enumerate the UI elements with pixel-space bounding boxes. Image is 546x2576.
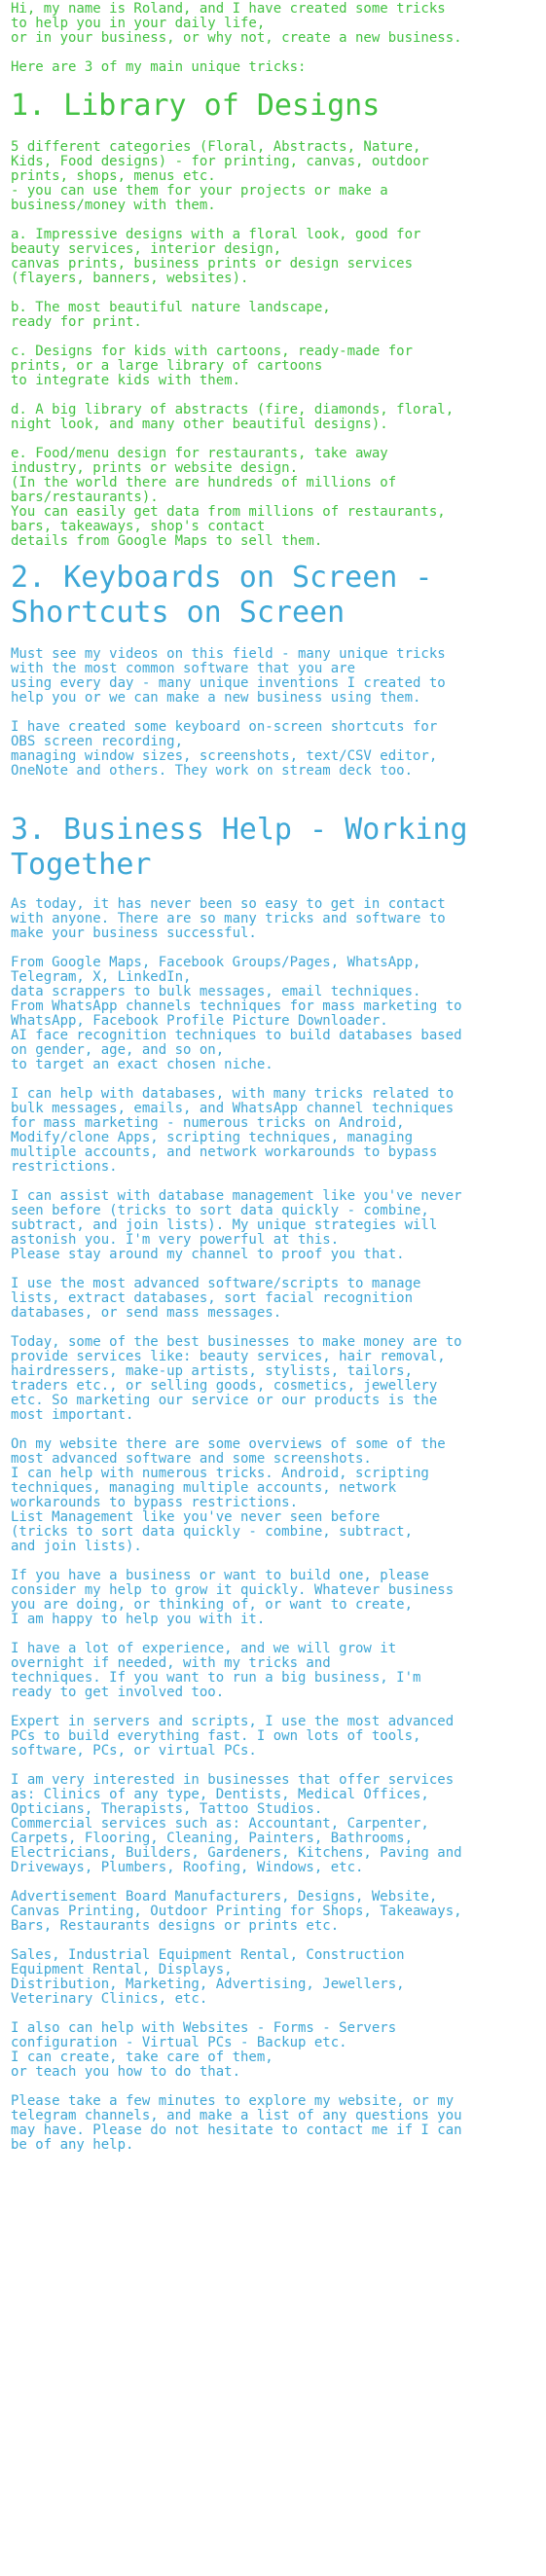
section-3-paragraph: I have a lot of experience, and we will grow it overnight if needed, with my tricks and techniques. If you want to run a big business, I'm ready to get involved too. xyxy=(11,1641,421,1700)
section-3-paragraph: I can assist with database management like you've never seen before (tricks to sort data quickly - combine, subtract, and join lists). My unique strategies will astonish you. I'm very powerful at this. Please stay around my channel to proof you that. xyxy=(11,1188,462,1262)
section-3-paragraph: I also can help with Websites - Forms - Servers configuration - Virtual PCs - Backup etc. I can create, take care of them, or teach you how to do that. xyxy=(11,2020,397,2080)
intro-greeting: Hi, my name is Roland, and I have created some tricks to help you in your daily life, or in your business, or why not, create a new business. xyxy=(11,1,462,46)
section-business-help xyxy=(11,813,537,2153)
section-3-paragraph: As today, it has never been so easy to get in contact with anyone. There are so many tricks and software to make your business successful. xyxy=(11,896,446,941)
page-content xyxy=(0,2,546,2153)
intro-tricks-lead: Here are 3 of my main unique tricks: xyxy=(11,59,307,75)
section-3-paragraph: Sales, Industrial Equipment Rental, Construction Equipment Rental, Displays, Distribution, Marketing, Advertising, Jewellers, Veterinary Clinics, etc. xyxy=(11,1947,405,2007)
section-3-paragraph: Advertisement Board Manufacturers, Designs, Website, Canvas Printing, Outdoor Printing for Shops, Takeaways, Bars, Restaurants designs or prints etc. xyxy=(11,1889,462,1934)
section-3-heading: 3. Business Help - Working Together xyxy=(11,813,468,882)
section-1-paragraph: e. Food/menu design for restaurants, take away industry, prints or website design. (In the world there are hundreds of millions of bars/restaurants). You can easily get data from millions of restaurants, bars, takeaways, shop's contact details from Google Maps to sell them. xyxy=(11,446,446,549)
section-3-paragraph: I use the most advanced software/scripts to manage lists, extract databases, sort facial recognition databases, or send mass messages. xyxy=(11,1276,421,1321)
section-1-paragraph: 5 different categories (Floral, Abstracts, Nature, Kids, Food designs) - for printing, canvas, outdoor prints, shops, menus etc. - you can use them for your projects or make a business/money with them. xyxy=(11,139,429,213)
section-3-paragraph: Please take a few minutes to explore my website, or my telegram channels, and make a list of any questions you may have. Please do not hesitate to contact me if I can be of any help. xyxy=(11,2093,462,2153)
section-3-paragraph: From Google Maps, Facebook Groups/Pages, WhatsApp, Telegram, X, LinkedIn, data scrappers to bulk messages, email techniques. From WhatsApp channels techniques for mass marketing to WhatsApp, Facebook Profile Picture Downloader. AI face recognition techniques to build databases based on gender, age, and so on, to target an exact chosen niche. xyxy=(11,955,462,1072)
section-1-heading: 1. Library of Designs xyxy=(11,89,381,123)
section-3-paragraph: Today, some of the best businesses to make money are to provide services like: beauty services, hair removal, hairdressers, make-up artists, stylists, tailors, traders etc., or selling goods, cosmetics, jewellery etc. So marketing our service or our products is the most important. xyxy=(11,1334,462,1423)
section-3-paragraph: I can help with databases, with many tricks related to bulk messages, emails, and WhatsApp channel techniques for mass marketing - numerous tricks on Android, Modify/clone Apps, scripting techniques, managing multiple accounts, and network workarounds to bypass restrictions. xyxy=(11,1086,455,1175)
section-2-paragraph: I have created some keyboard on-screen shortcuts for OBS screen recording, managing window sizes, screenshots, text/CSV editor, OneNote and others. They work on stream deck too. xyxy=(11,719,438,779)
section-3-paragraph: On my website there are some overviews of some of the most advanced software and some screenshots. I can help with numerous tricks. Android, scripting techniques, managing multiple accounts, network workarounds to bypass restrictions. List Management like you've never seen before (tricks to sort data quickly - combine, subtract, and join lists). xyxy=(11,1436,446,1554)
section-3-paragraph: I am very interested in businesses that offer services as: Clinics of any type, Dentists, Medical Offices, Opticians, Therapists, Tattoo Studios. Commercial services such as: Accountant, Carpenter, Carpets, Flooring, Cleaning, Painters, Bathrooms, Electricians, Builders, Gardeners, Kitchens, Paving and Driveways, Plumbers, Roofing, Windows, etc. xyxy=(11,1772,462,1875)
section-3-paragraph: If you have a business or want to build one, please consider my help to grow it quickly. Whatever business you are doing, or thinking of, or want to create, I am happy to help you with it. xyxy=(11,1568,455,1627)
section-1-paragraph: b. The most beautiful nature landscape, ready for print. xyxy=(11,300,331,330)
section-library-of-designs xyxy=(11,89,537,549)
section-1-paragraph: d. A big library of abstracts (fire, diamonds, floral, night look, and many other beautiful designs). xyxy=(11,402,455,432)
section-keyboards-on-screen xyxy=(11,561,537,779)
intro-section xyxy=(11,2,537,75)
section-1-paragraph: a. Impressive designs with a floral look, good for beauty services, interior design, canvas prints, business prints or design services (flayers, banners, websites). xyxy=(11,227,421,286)
section-3-paragraph: Expert in servers and scripts, I use the most advanced PCs to build everything fast. I own lots of tools, software, PCs, or virtual PCs. xyxy=(11,1714,455,1759)
section-1-paragraph: c. Designs for kids with cartoons, ready-made for prints, or a large library of cartoons to integrate kids with them. xyxy=(11,344,414,388)
section-2-heading: 2. Keyboards on Screen - Shortcuts on Screen xyxy=(11,561,433,630)
section-2-paragraph: Must see my videos on this field - many unique tricks with the most common software that you are using every day - many unique inventions I created to help you or we can make a new business using them. xyxy=(11,646,446,706)
